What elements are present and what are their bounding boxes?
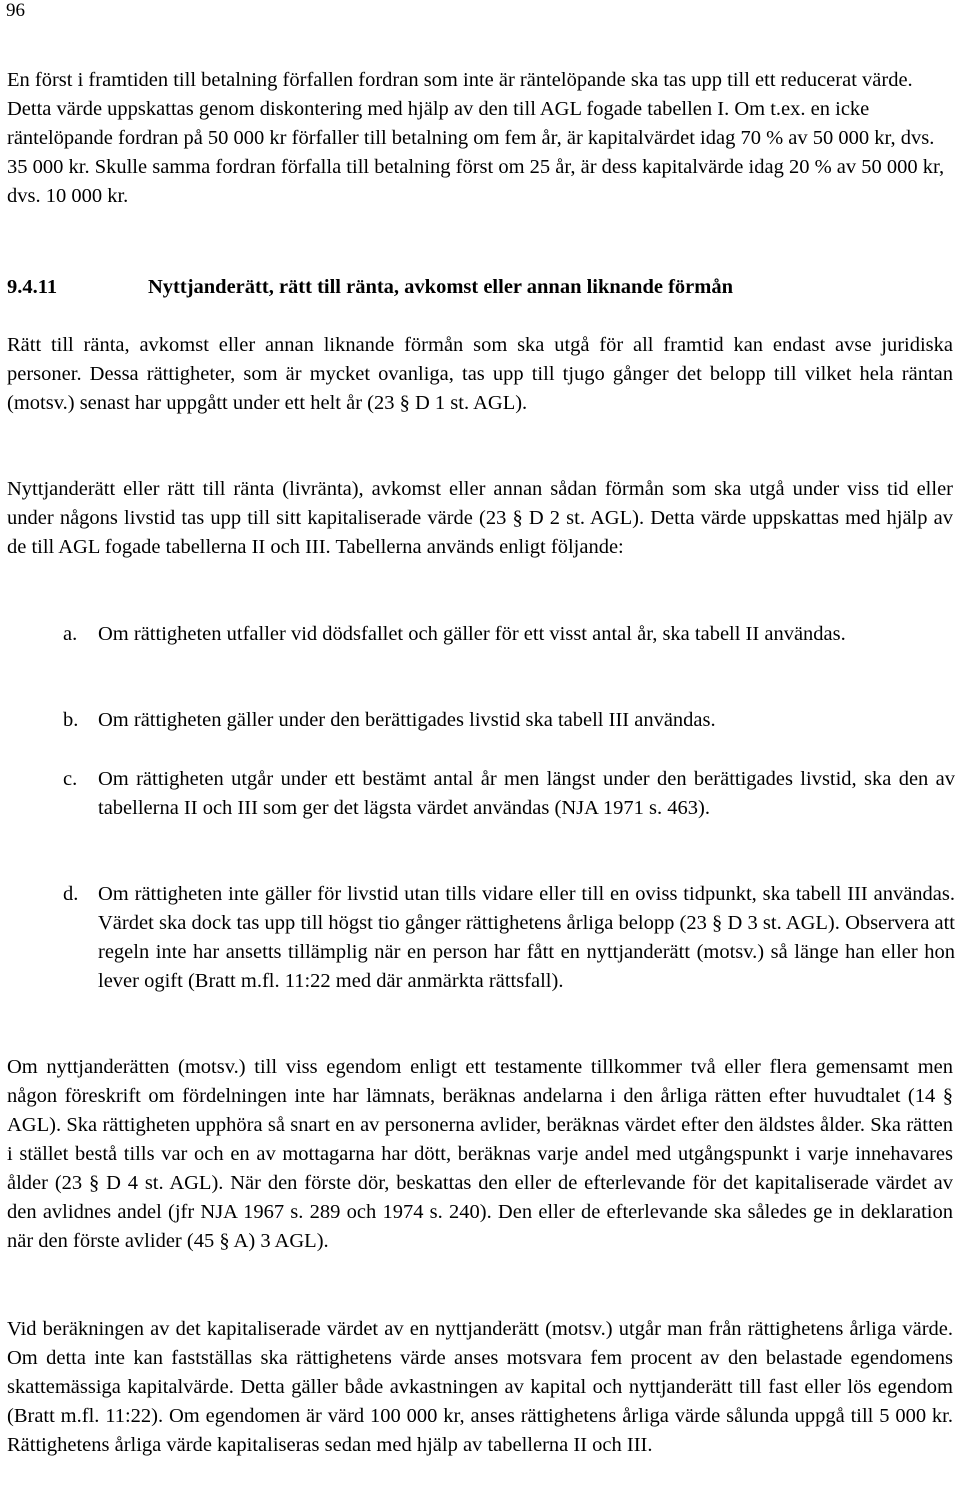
list-item-letter: c. <box>63 768 78 790</box>
page-number: 96 <box>6 0 25 21</box>
section-number: 9.4.11 <box>7 276 58 298</box>
list-item-text: Om rättigheten inte gäller för livstid utan tills vidare eller till en oviss tidpunkt, ska tabell III användas. Värdet ska dock tas upp till högst tio gånger rättighetens årliga belopp (23 § D 3 st. AGL). Observera att regeln inte har ansetts tillämplig när en person har fått en nyttjanderätt (motsv.) så länge han eller hon lever ogift (Bratt m.fl. 11:22 med där anmärkta rättsfall). <box>98 883 955 992</box>
list-item-text: Om rättigheten utfaller vid dödsfallet och gäller för ett visst antal år, ska tabell II användas. <box>98 623 846 645</box>
list-item-text: Om rättigheten gäller under den berättigades livstid ska tabell III användas. <box>98 709 716 731</box>
section-heading <box>7 273 953 302</box>
list-item-d <box>63 880 955 996</box>
list-item-letter: b. <box>63 709 79 731</box>
list-item-a <box>63 620 955 649</box>
list-item-letter: a. <box>63 623 78 645</box>
body-paragraph-3: Om nyttjanderätten (motsv.) till viss egendom enligt ett testamente tillkommer två eller flera gemensamt men någon föreskrift om fördelningen inte har lämnats, beräknas andelarna i den årliga rätten efter huvudtalet (14 § AGL). Ska rättigheten upphöra så snart en av personerna avlider, beräknas värdet efter den äldstes ålder. Ska rätten i stället bestå tills var och en av mottagarna har dött, beräknas varje andel med utgångspunkt i varje innehavares ålder (23 § D 4 st. AGL). När den förste dör, beskattas den eller de efterlevande för det kapitaliserade värdet av den avlidnes andel (jfr NJA 1967 s. 289 och 1974 s. 240). Den eller de efterlevande ska således ge in deklaration när den förste avlider (45 § A) 3 AGL). <box>7 1056 953 1252</box>
list-item-letter: d. <box>63 883 79 905</box>
body-paragraph-2: Nyttjanderätt eller rätt till ränta (livränta), avkomst eller annan sådan förmån som ska utgå under viss tid eller under någons livstid tas upp till sitt kapitaliserade värde (23 § D 2 st. AGL). Detta värde uppskattas med hjälp av de till AGL fogade tabellerna II och III. Tabellerna används enligt följande: <box>7 478 953 558</box>
body-paragraph-4: Vid beräkningen av det kapitaliserade värdet av en nyttjanderätt (motsv.) utgår man från rättighetens årliga värde. Om detta inte kan fastställas ska rättighetens värde anses motsvara fem procent av den belastade egendomens skattemässiga kapitalvärde. Detta gäller både avkastningen av kapital och nyttjanderätt till fast eller lös egendom (Bratt m.fl. 11:22). Om egendomen är värd 100 000 kr, anses rättighetens årliga värde sålunda uppgå till 5 000 kr. Rättighetens årliga värde kapitaliseras sedan med hjälp av tabellerna II och III. <box>7 1318 953 1456</box>
body-paragraph-1: Rätt till ränta, avkomst eller annan liknande förmån som ska utgå för all framtid kan endast avse juridiska personer. Dessa rättigheter, som är mycket ovanliga, tas upp till tjugo gånger det belopp till vilket hela räntan (motsv.) senast har uppgått under ett helt år (23 § D 1 st. AGL). <box>7 334 953 414</box>
intro-paragraph: En först i framtiden till betalning förfallen fordran som inte är räntelöpande ska tas upp till ett reducerat värde. Detta värde uppskattas genom diskontering med hjälp av den till AGL fogade tabellen I. Om t.ex. en icke räntelöpande fordran på 50 000 kr förfaller till betalning om fem år, är kapitalvärdet idag 70 % av 50 000 kr, dvs. 35 000 kr. Skulle samma fordran förfalla till betalning först om 25 år, är dess kapitalvärde idag 20 % av 50 000 kr, dvs. 10 000 kr. <box>7 69 945 207</box>
list-item-text: Om rättigheten utgår under ett bestämt antal år men längst under den berättigades livstid, ska den av tabellerna II och III som ger det lägsta värdet användas (NJA 1971 s. 463). <box>98 768 955 819</box>
list-item-b <box>63 706 955 735</box>
list-item-c <box>63 765 955 823</box>
section-title: Nyttjanderätt, rätt till ränta, avkomst eller annan liknande förmån <box>148 276 733 298</box>
